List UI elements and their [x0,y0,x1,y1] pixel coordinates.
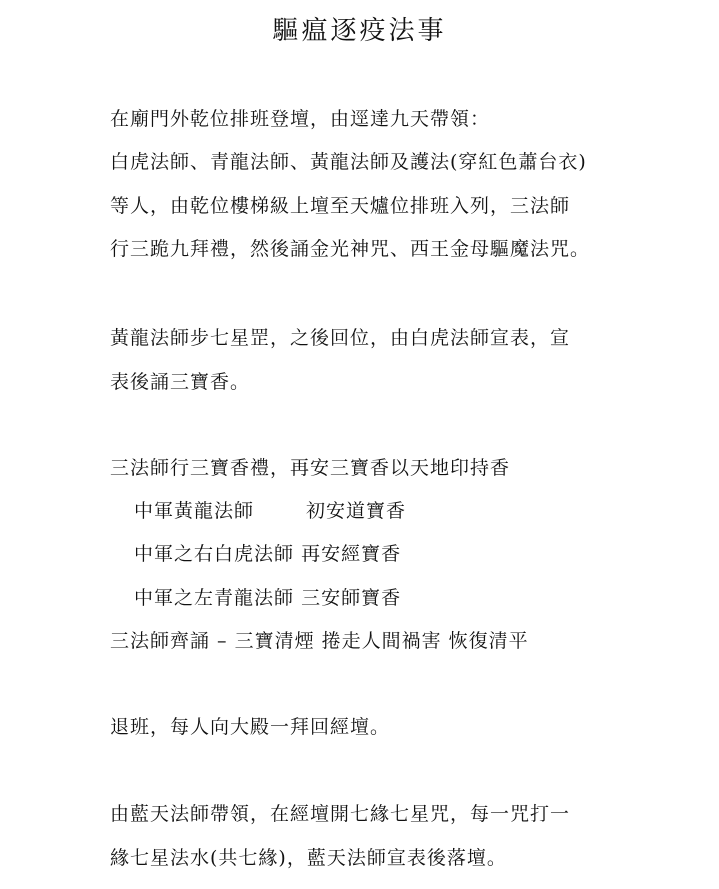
paragraph-5-line-2: 緣七星法水(共七緣)，藍天法師宣表後落壇。 [110,847,507,869]
paragraph-1-line-1: 在廟門外乾位排班登壇，由逕達九天帶領： [110,108,491,130]
offering-row-3 [134,585,401,611]
paragraph-4-line-1: 退班，每人向大殿一拜回經壇。 [110,716,391,738]
paragraph-1-line-4: 行三跪九拜禮，然後誦金光神咒、西王金母驅魔法咒。 [110,238,591,260]
offering-row-1-role: 中軍黃龍法師 [134,500,255,522]
paragraph-1-line-3: 等人，由乾位樓梯級上壇至天爐位排班入列，三法師 [110,195,571,217]
offering-row-2 [134,541,401,567]
paragraph-3-line-1: 三法師行三寶香禮，再安三寶香以天地印持香 [110,457,511,479]
paragraph-3-chant-line: 三法師齊誦 – 三寶清煙 捲走人間禍害 恢復清平 [110,630,529,652]
offering-row-1-action: 初安道寶香 [306,500,407,522]
paragraph-2-line-2: 表後誦三寶香。 [110,371,251,393]
offering-row-3-role: 中軍之左青龍法師 [134,587,295,609]
document-title: 驅瘟逐疫法事 [272,16,447,46]
offering-row-2-action: 再安經寶香 [301,543,402,565]
paragraph-5-line-1: 由藍天法師帶領，在經壇開七緣七星咒，每一咒打一 [110,803,571,825]
offering-row-2-role: 中軍之右白虎法師 [134,543,295,565]
paragraph-2-line-1: 黃龍法師步七星罡，之後回位，由白虎法師宣表，宣 [110,327,571,349]
paragraph-1-line-2: 白虎法師、青龍法師、黃龍法師及護法(穿紅色蕭台衣) [110,151,587,173]
offering-row-1 [134,498,406,524]
offering-row-3-action: 三安師寶香 [301,587,402,609]
